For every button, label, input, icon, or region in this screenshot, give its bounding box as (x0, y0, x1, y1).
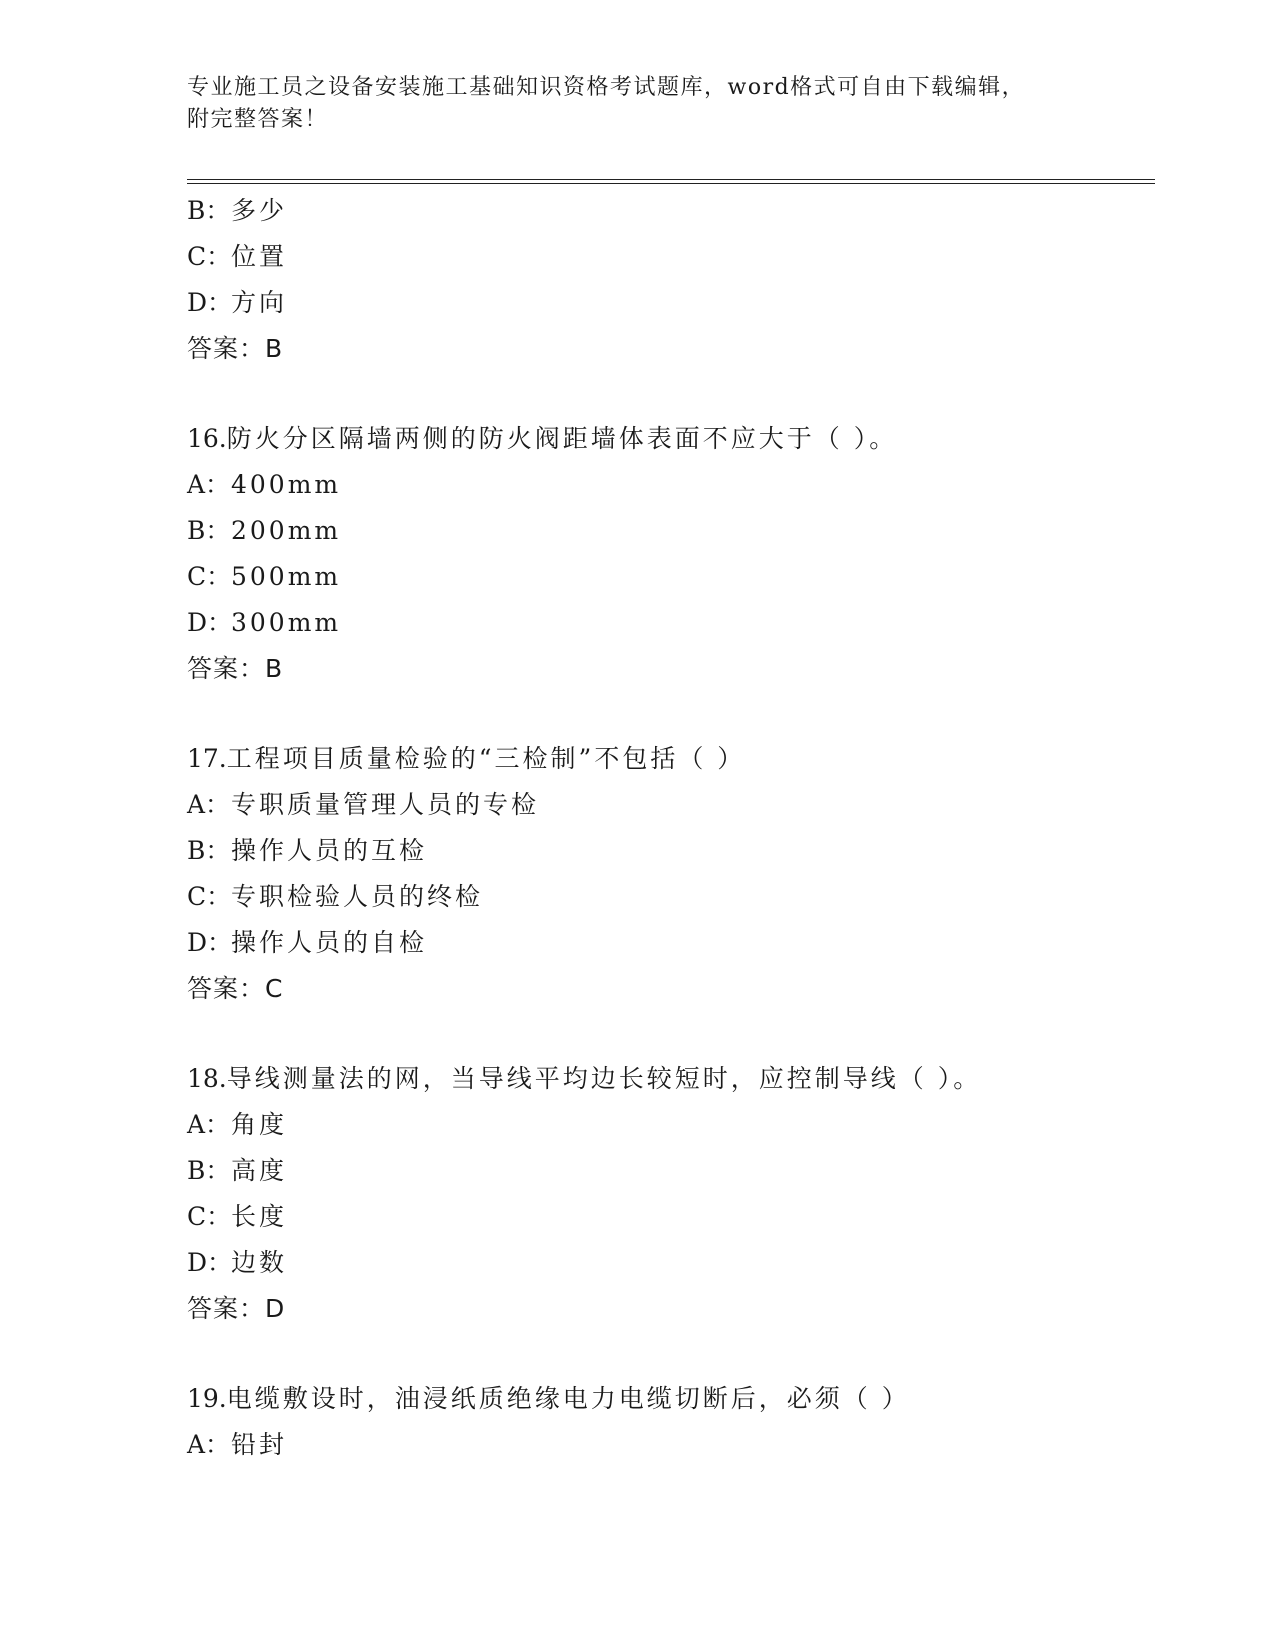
header-line-1: 专业施工员之设备安装施工基础知识资格考试题库，word格式可自由下载编辑， (187, 75, 1026, 100)
answer-line: 答案：B (187, 334, 284, 363)
question-stem: 16.防火分区隔墙两侧的防火阀距墙体表面不应大于（ ）。 (187, 424, 898, 453)
option-a: A：专职质量管理人员的专检 (187, 790, 540, 819)
option-b: B：200mm (187, 516, 342, 545)
question-18 (187, 1056, 1155, 1332)
option-c: C：专职检验人员的终检 (187, 882, 484, 911)
option-d: D：边数 (187, 1248, 288, 1277)
question-list (187, 188, 1155, 1468)
header-line-2: 附完整答案！ (187, 107, 329, 132)
question-stem: 17.工程项目质量检验的“三检制”不包括（ ） (187, 744, 746, 773)
question-17 (187, 736, 1155, 1012)
option-a: A：400mm (187, 470, 342, 499)
question-15-continued (187, 188, 1155, 372)
question-16 (187, 416, 1155, 692)
option-d: D：方向 (187, 288, 288, 317)
document-header (187, 72, 1087, 136)
answer-line: 答案：C (187, 974, 284, 1003)
answer-line: 答案：B (187, 654, 284, 683)
option-b: B：操作人员的互检 (187, 836, 428, 865)
option-c: C：500mm (187, 562, 342, 591)
option-d: D：300mm (187, 608, 342, 637)
question-stem: 18.导线测量法的网，当导线平均边长较短时，应控制导线（ ）。 (187, 1064, 982, 1093)
option-a: A：角度 (187, 1110, 288, 1139)
question-19 (187, 1376, 1155, 1468)
option-a: A：铅封 (187, 1430, 288, 1459)
question-stem: 19.电缆敷设时，油浸纸质绝缘电力电缆切断后，必须（ ） (187, 1384, 910, 1413)
option-d: D：操作人员的自检 (187, 928, 428, 957)
header-divider (187, 179, 1155, 184)
answer-line: 答案：D (187, 1294, 286, 1323)
option-b: B：多少 (187, 196, 288, 225)
option-c: C：位置 (187, 242, 288, 271)
option-b: B：高度 (187, 1156, 288, 1185)
option-c: C：长度 (187, 1202, 288, 1231)
